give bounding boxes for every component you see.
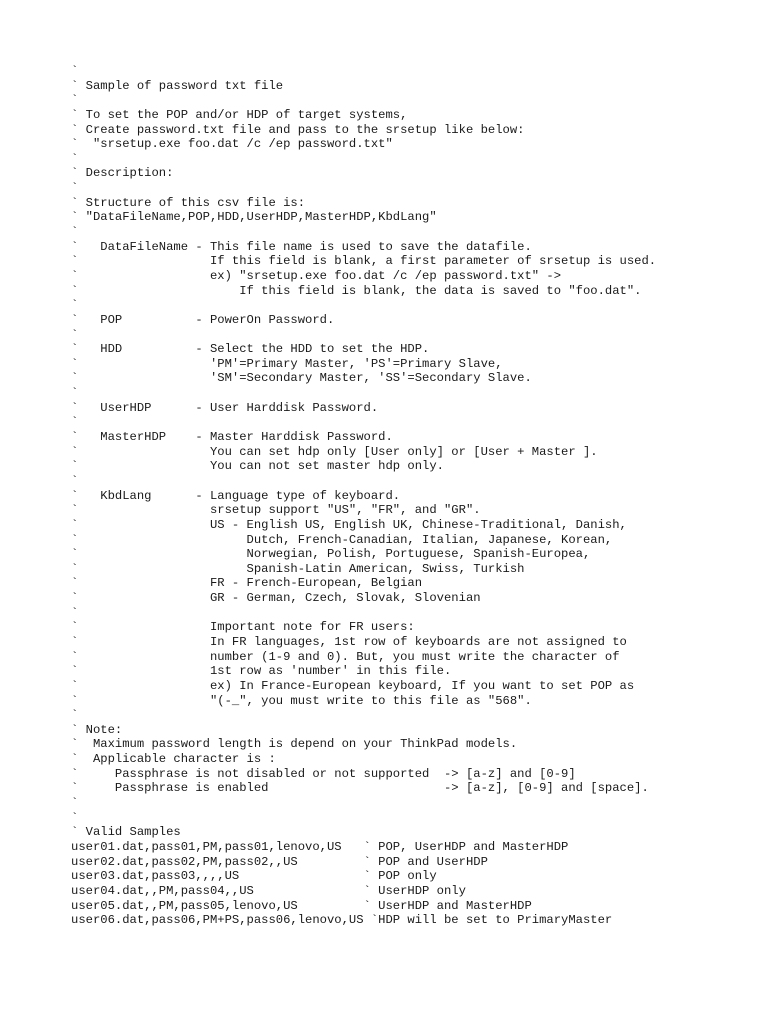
field-pop-line: ` POP - PowerOn Password. (71, 312, 335, 327)
sample-row-line: user03.dat,pass03,,,,US ` POP only (71, 869, 437, 884)
doc-line: ` (71, 605, 79, 620)
doc-line: ` FR - French-European, Belgian (71, 576, 423, 591)
doc-line: ` GR - German, Czech, Slovak, Slovenian (71, 591, 481, 606)
doc-line: ` Passphrase is not disabled or not supported -> [a-z] and [0-9] (71, 766, 576, 781)
doc-line: ` US - English US, English UK, Chinese-Traditional, Danish, (71, 517, 627, 532)
doc-line: ` "(-_", you must write to this file as "568". (71, 693, 532, 708)
note-heading-line: ` Note: (71, 722, 123, 737)
doc-line: ` Important note for FR users: (71, 620, 415, 635)
doc-line: ` (71, 473, 79, 488)
doc-line: ` You can set hdp only [User only] or [User + Master ]. (71, 444, 598, 459)
doc-line: ` ex) In France-European keyboard, If you want to set POP as (71, 678, 635, 693)
doc-line: ` In FR languages, 1st row of keyboards are not assigned to (71, 634, 627, 649)
doc-line: ` (71, 181, 79, 196)
sample-row-line: user05.dat,,PM,pass05,lenovo,US ` UserHDP and MasterHDP (71, 898, 532, 913)
description-heading-line: ` Description: (71, 166, 174, 181)
doc-line: ` You can not set master hdp only. (71, 459, 444, 474)
doc-line: ` (71, 327, 79, 342)
doc-line: ` Passphrase is enabled -> [a-z], [0-9] and [space]. (71, 781, 649, 796)
doc-line: ` Maximum password length is depend on your ThinkPad models. (71, 737, 518, 752)
doc-line: ` (71, 225, 79, 240)
sample-row-line: user04.dat,,PM,pass04,,US ` UserHDP only (71, 883, 466, 898)
sample-row-line: user01.dat,pass01,PM,pass01,lenovo,US ` POP, UserHDP and MasterHDP (71, 839, 569, 854)
doc-line: ` (71, 708, 79, 723)
doc-line: ` Structure of this csv file is: (71, 195, 306, 210)
doc-line: ` To set the POP and/or HDP of target systems, (71, 107, 408, 122)
doc-line: ` 'PM'=Primary Master, 'PS'=Primary Slave, (71, 356, 503, 371)
doc-line: ` (71, 415, 79, 430)
doc-line: ` "DataFileName,POP,HDD,UserHDP,MasterHDP,KbdLang" (71, 210, 437, 225)
doc-line: ` Dutch, French-Canadian, Italian, Japanese, Korean, (71, 532, 613, 547)
doc-line: ` (71, 298, 79, 313)
doc-line: ` Create password.txt file and pass to the srsetup like below: (71, 122, 525, 137)
doc-line: ` srsetup support "US", "FR", and "GR". (71, 503, 481, 518)
doc-line: ` If this field is blank, a first parameter of srsetup is used. (71, 254, 657, 269)
doc-line: ` number (1-9 and 0). But, you must write the character of (71, 649, 620, 664)
doc-line: ` (71, 64, 79, 78)
doc-line: ` 'SM'=Secondary Master, 'SS'=Secondary Slave. (71, 371, 532, 386)
doc-line: ` (71, 151, 79, 166)
field-userhdp-line: ` UserHDP - User Harddisk Password. (71, 400, 379, 415)
doc-line: ` (71, 93, 79, 108)
doc-line: ` (71, 386, 79, 401)
doc-line: ` Applicable character is : (71, 752, 276, 767)
field-datafilename-line: ` DataFileName - This file name is used to save the datafile. (71, 239, 532, 254)
doc-line: ` (71, 810, 79, 825)
doc-line: ` Spanish-Latin American, Swiss, Turkish (71, 561, 525, 576)
doc-line: ` (71, 796, 79, 811)
field-masterhdp-line: ` MasterHDP - Master Harddisk Password. (71, 430, 393, 445)
sample-row-line: user02.dat,pass02,PM,pass02,,US ` POP and UserHDP (71, 854, 488, 869)
valid-samples-heading-line: ` Valid Samples (71, 825, 181, 840)
doc-title-line: ` Sample of password txt file (71, 78, 284, 93)
doc-line: ` "srsetup.exe foo.dat /c /ep password.txt" (71, 137, 393, 152)
doc-line: ` Norwegian, Polish, Portuguese, Spanish-Europea, (71, 547, 591, 562)
password-sample-document (71, 64, 656, 928)
doc-line: ` If this field is blank, the data is saved to "foo.dat". (71, 283, 642, 298)
doc-line: ` ex) "srsetup.exe foo.dat /c /ep password.txt" -> (71, 268, 562, 283)
sample-row-line: user06.dat,pass06,PM+PS,pass06,lenovo,US `HDP will be set to PrimaryMaster (71, 913, 613, 928)
field-hdd-line: ` HDD - Select the HDD to set the HDP. (71, 342, 430, 357)
field-kbdlang-line: ` KbdLang - Language type of keyboard. (71, 488, 401, 503)
doc-line: ` 1st row as 'number' in this file. (71, 664, 452, 679)
